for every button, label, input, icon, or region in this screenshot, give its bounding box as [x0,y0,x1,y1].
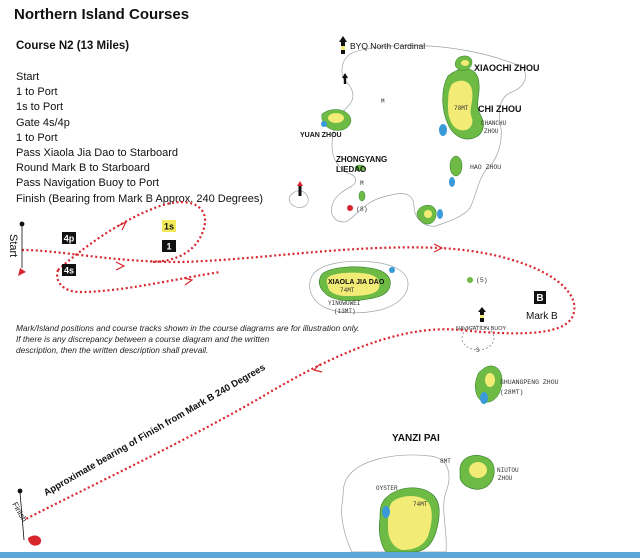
label-chanchu-zhou: CHANCHU [481,120,507,127]
start-pin [20,222,25,227]
label-height-8mt: 8MT [440,458,451,465]
label-oyster: OYSTER [376,485,398,492]
label-south-height: 74MT [413,501,428,508]
course-step: Round Mark B to Starboard [16,162,150,175]
label-hao-zhou: HAO ZHOU [470,164,502,171]
mark-4s [62,264,76,276]
byq-north-cardinal-icon [339,36,347,54]
course-loop-lower [57,270,220,292]
south-chain-shallow [437,209,443,219]
label-mark-b: Mark B [526,311,558,322]
niutou-land [469,462,487,478]
label-yuan-zhou: YUAN ZHOU [300,132,342,139]
course-step: 1 to Port [16,131,58,144]
label-start: Start [7,234,19,258]
label-niutou-zhou: ZHOU [498,475,513,482]
label-chi-zhou: CHI ZHOU [478,104,522,114]
label-chi-zhou-height: 78MT [454,105,469,112]
start-flag-icon [18,268,26,276]
navigation-buoy-icon [478,307,486,322]
mark-4p-label: 4p [63,233,75,244]
course-step: Pass Xiaola Jia Dao to Starboard [16,147,179,160]
label-yanzi-pai: YANZI PAI [392,433,440,444]
label-shuangpeng-zhou: SHUANGPENG ZHOU [500,379,559,386]
island-hao-zhou [450,156,462,176]
label-xiaola-jia-dao: XIAOLA JIA DAO [328,279,385,286]
course-step: Finish (Bearing from Mark B Approx. 240 Degrees) [16,192,263,205]
chi-zhou-shallow [439,124,447,136]
label-finish-bearing: Approximate bearing of Finish from Mark B 240 Degrees [42,362,268,499]
shuangpeng-land [485,373,495,387]
mark-b [534,291,546,304]
label-liedao: LIEDAO [336,165,367,174]
disclaimer-line: If there is any discrepancy between a course diagram and the written [16,334,270,344]
disclaimer-line: description, then the written description shall prevail. [16,345,209,355]
bottom-bar [0,552,640,558]
south-chain-land [424,210,432,218]
islet-zhongyang-2 [359,191,365,201]
xiaola-shallow [389,267,395,273]
yuan-zhou-land [328,113,344,123]
label-marker-m1: M [381,98,385,105]
finish-flag-icon [28,536,41,546]
lighthouse-icon [297,181,303,196]
label-xiaochi-zhou: XIAOCHI ZHOU [474,63,540,73]
course-step: 1s to Port [16,101,64,114]
mark-1s-label: 1s [163,221,175,232]
course-step: 1 to Port [16,86,58,99]
label-rock-8: (8) [356,206,368,213]
label-rock-5: (5) [476,277,488,284]
course-arrow [116,262,124,270]
course-name: Course N2 (13 Miles) [16,40,130,52]
disclaimer-line: Mark/Island positions and course tracks shown in the course diagrams are for illustration only. [16,323,360,333]
course-step: Pass Navigation Buoy to Port [16,177,160,190]
course-step: Start [16,71,40,83]
label-marker-s: S [476,347,480,354]
mark-b-label: B [536,293,544,304]
course-step: Gate 4s/4p [16,116,70,129]
label-chanchu-zhou-2: ZHOU [484,128,499,135]
mark-4p [62,232,76,244]
islet-zhongyang-3 [347,205,353,211]
mark-4s-label: 4s [63,265,75,276]
label-shuangpeng-height: (28MT) [500,389,524,396]
label-xiaola-height: 74MT [340,287,355,294]
yuan-zhou-shallow [321,121,327,127]
mark-1-label: 1 [166,241,172,252]
label-niutou: NIUTOU [497,467,519,474]
label-finish: Finish [10,500,29,524]
finish-pin [18,489,23,494]
page-title: Northern Island Courses [14,6,190,23]
rock-5 [467,277,473,283]
mark-1s [162,220,176,232]
mark-1 [162,240,176,252]
label-yingwuwei-height: (13MT) [334,308,356,315]
label-marker-m2: M [360,180,364,187]
hao-zhou-shallow [449,177,455,187]
label-zhongyang: ZHONGYANG [336,155,388,164]
label-navigation-buoy: NAVIGATION BUOY [456,326,507,332]
south-shallow [382,506,390,518]
shuangpeng-shallow [480,392,488,404]
course-loop [58,202,205,270]
xiaochi-zhou-land [461,60,469,66]
label-yingwuwei: YINGWUWEI [328,300,361,307]
label-byq-north-cardinal: BYQ North Cardinal [350,41,426,51]
